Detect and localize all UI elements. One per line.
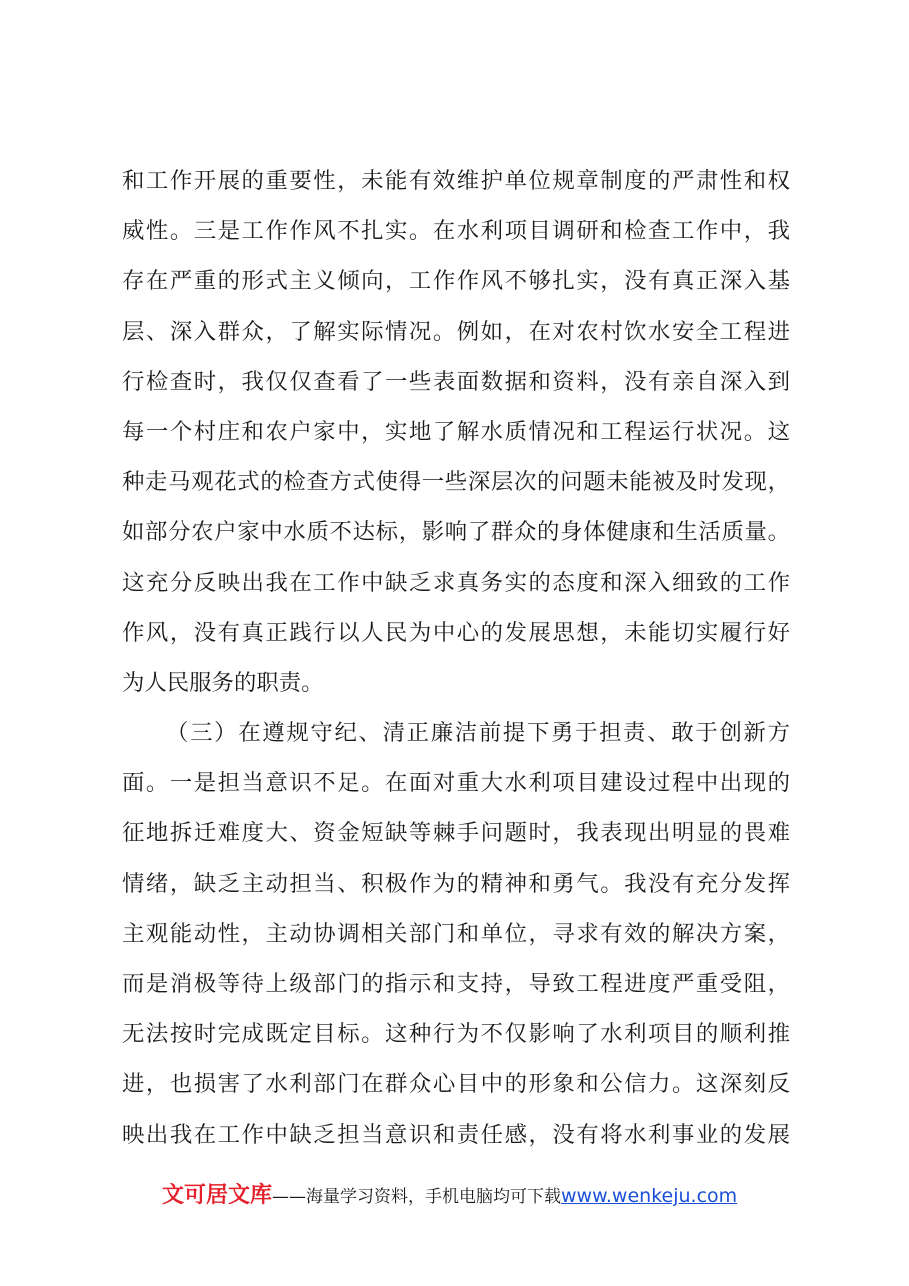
text-line: 主观能动性，主动协调相关部门和单位，寻求有效的解决方案，	[122, 920, 790, 947]
brand-name: 文可居文库	[162, 1183, 273, 1208]
text-line: 和工作开展的重要性，未能有效维护单位规章制度的严肃性和权	[122, 168, 790, 194]
text-line: 无法按时完成既定目标。这种行为不仅影响了水利项目的顺利推	[122, 1021, 790, 1048]
footer-tagline: ——海量学习资料，手机电脑均可下载	[272, 1187, 562, 1207]
website-link[interactable]: www.wenkeju.com	[561, 1185, 738, 1207]
text-line: 映出我在工作中缺乏担当意识和责任感，没有将水利事业的发展	[122, 1121, 790, 1148]
text-line: 征地拆迁难度大、资金短缺等棘手问题时，我表现出明显的畏难	[122, 820, 790, 847]
text-line: 作风，没有真正践行以人民为中心的发展思想，未能切实履行好	[122, 619, 790, 646]
text-line: 每一个村庄和农户家中，实地了解水质情况和工程运行状况。这	[122, 418, 790, 445]
text-line: 面。一是担当意识不足。在面对重大水利项目建设过程中出现的	[122, 770, 790, 797]
text-line: 而是消极等待上级部门的指示和支持，导致工程进度严重受阻，	[122, 971, 790, 997]
section-heading-line: （三）在遵规守纪、清正廉洁前提下勇于担责、敢于创新方	[166, 720, 790, 747]
footer-banner	[162, 1178, 782, 1214]
text-line: 进，也损害了水利部门在群众心目中的形象和公信力。这深刻反	[122, 1071, 790, 1098]
document-body	[122, 156, 790, 1160]
text-line: 威性。三是工作作风不扎实。在水利项目调研和检查工作中，我	[122, 218, 790, 245]
text-line: 层、深入群众，了解实际情况。例如，在对农村饮水安全工程进	[122, 318, 790, 345]
text-line: 种走马观花式的检查方式使得一些深层次的问题未能被及时发现，	[122, 469, 790, 496]
text-line: 行检查时，我仅仅查看了一些表面数据和资料，没有亲自深入到	[122, 368, 790, 395]
text-line-paragraph-end: 为人民服务的职责。	[122, 669, 324, 696]
text-line: 如部分农户家中水质不达标，影响了群众的身体健康和生活质量。	[122, 519, 790, 546]
text-line: 存在严重的形式主义倾向，工作作风不够扎实，没有真正深入基	[122, 268, 790, 295]
text-line: 这充分反映出我在工作中缺乏求真务实的态度和深入细致的工作	[122, 569, 790, 596]
text-line: 情绪，缺乏主动担当、积极作为的精神和勇气。我没有充分发挥	[122, 870, 790, 897]
